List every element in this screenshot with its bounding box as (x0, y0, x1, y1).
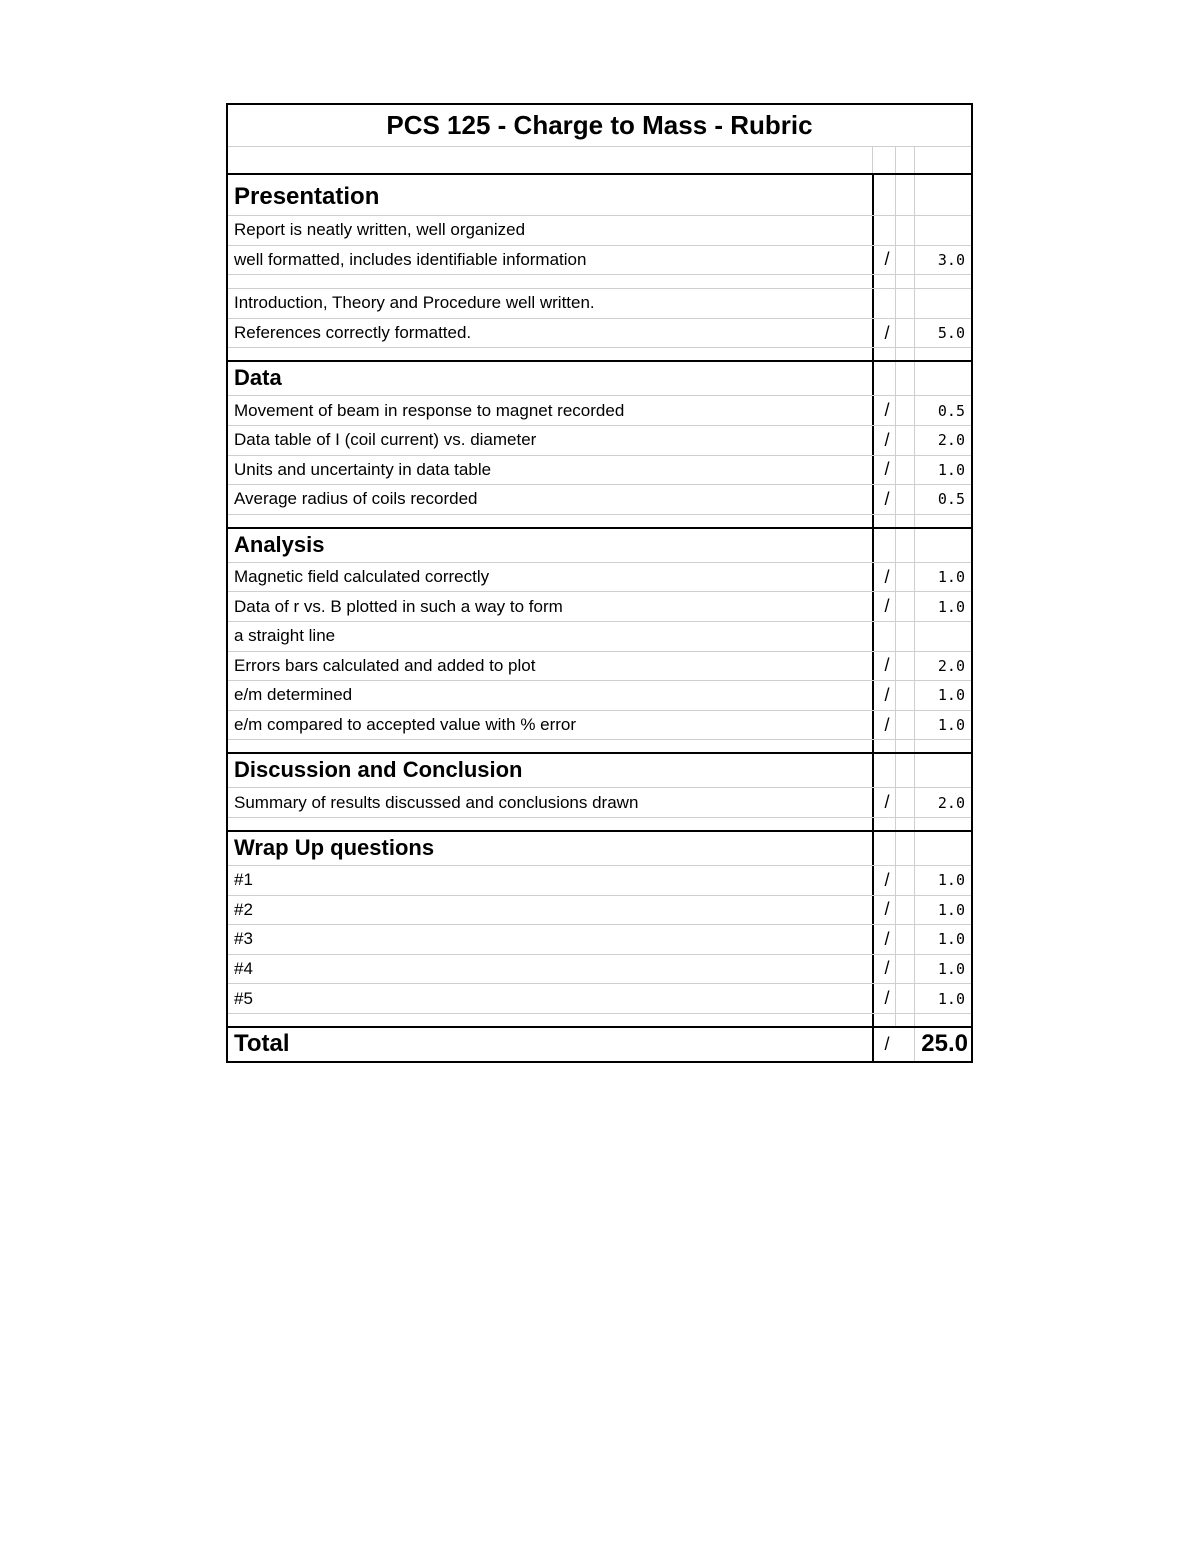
rubric-row: Units and uncertainty in data table / 1.0 (228, 456, 971, 486)
rubric-row: #1 / 1.0 (228, 866, 971, 896)
rubric-row: #4 / 1.0 (228, 955, 971, 985)
criterion-label: Summary of results discussed and conclusions drawn (234, 792, 639, 812)
rubric-row: e/m determined / 1.0 (228, 681, 971, 711)
points-value: 1.0 (914, 984, 971, 1013)
points-value: 1.0 (914, 456, 971, 485)
criterion-label: Report is neatly written, well organized (234, 220, 526, 240)
criterion-label: #3 (234, 929, 253, 949)
points-value: 1.0 (914, 592, 971, 621)
criterion-label: e/m compared to accepted value with % error (234, 715, 577, 735)
points-value: 0.5 (914, 396, 971, 425)
rubric-row: Errors bars calculated and added to plot / 2.0 (228, 652, 971, 682)
criterion-label: #4 (234, 958, 253, 978)
section-heading-analysis: Analysis (228, 529, 971, 563)
total-label: Total (234, 1030, 290, 1058)
rubric-row: Summary of results discussed and conclusions drawn / 2.0 (228, 788, 971, 818)
blank-row (228, 147, 971, 175)
criterion-label: Errors bars calculated and added to plot (234, 655, 536, 675)
rubric-title: PCS 125 - Charge to Mass - Rubric (386, 110, 813, 140)
rubric-row: e/m compared to accepted value with % error / 1.0 (228, 711, 971, 741)
rubric-row (228, 622, 971, 652)
criterion-label: Introduction, Theory and Procedure well written. (234, 293, 595, 313)
criterion-label: References correctly formatted. (234, 323, 472, 343)
points-value: 1.0 (914, 896, 971, 925)
criterion-label: e/m determined (234, 685, 353, 705)
points-value: 1.0 (914, 925, 971, 954)
rubric-row: #2 / 1.0 (228, 896, 971, 926)
points-value: 1.0 (914, 955, 971, 984)
criterion-label: well formatted, includes identifiable information (234, 249, 587, 269)
rubric-row: Data table of I (coil current) vs. diameter / 2.0 (228, 426, 971, 456)
section-heading-data: Data (228, 362, 971, 396)
criterion-label: Units and uncertainty in data table (234, 459, 492, 479)
rubric-row: Movement of beam in response to magnet recorded / 0.5 (228, 396, 971, 426)
points-value: 2.0 (914, 426, 971, 455)
spacer-row (228, 818, 971, 832)
criterion-label: Magnetic field calculated correctly (234, 567, 490, 587)
total-points: 25.0 (914, 1028, 971, 1061)
section-heading-discussion: Discussion and Conclusion (228, 754, 971, 788)
rubric-row: #5 / 1.0 (228, 984, 971, 1014)
criterion-label: Data table of I (coil current) vs. diameter (234, 430, 537, 450)
title-row (228, 105, 971, 147)
total-row: Total / 25.0 (228, 1028, 971, 1061)
points-value: 2.0 (914, 788, 971, 817)
rubric-row (228, 289, 971, 319)
points-value: 1.0 (914, 681, 971, 710)
rubric-row (228, 216, 971, 246)
criterion-label: Average radius of coils recorded (234, 489, 478, 509)
section-heading-presentation: Presentation (228, 175, 971, 216)
rubric-row: Average radius of coils recorded / 0.5 (228, 485, 971, 515)
spacer-row (228, 740, 971, 754)
criterion-label: #2 (234, 899, 253, 919)
rubric-row: #3 / 1.0 (228, 925, 971, 955)
spacer-row (228, 348, 971, 362)
points-value: 1.0 (914, 711, 971, 740)
spacer-row (228, 515, 971, 529)
points-value: 1.0 (914, 866, 971, 895)
rubric-row: well formatted, includes identifiable information / 3.0 (228, 246, 971, 276)
criterion-label: a straight line (234, 626, 336, 646)
criterion-label: Movement of beam in response to magnet recorded (234, 400, 625, 420)
rubric-row: Data of r vs. B plotted in such a way to form / 1.0 (228, 592, 971, 622)
points-value: 1.0 (914, 563, 971, 592)
points-value: 5.0 (914, 319, 971, 348)
points-value (914, 622, 971, 651)
points-value: 3.0 (914, 246, 971, 275)
criterion-label: #5 (234, 988, 253, 1008)
spacer-row (228, 1014, 971, 1028)
rubric-row: Magnetic field calculated correctly / 1.0 (228, 563, 971, 593)
rubric-table (226, 103, 973, 1063)
rubric-row: References correctly formatted. / 5.0 (228, 319, 971, 349)
points-value (914, 216, 971, 245)
points-value: 0.5 (914, 485, 971, 514)
points-value (914, 289, 971, 318)
criterion-label: #1 (234, 870, 253, 890)
spacer-row (228, 275, 971, 289)
section-heading-wrapup: Wrap Up questions (228, 832, 971, 866)
criterion-label: Data of r vs. B plotted in such a way to form (234, 596, 563, 616)
points-value: 2.0 (914, 652, 971, 681)
